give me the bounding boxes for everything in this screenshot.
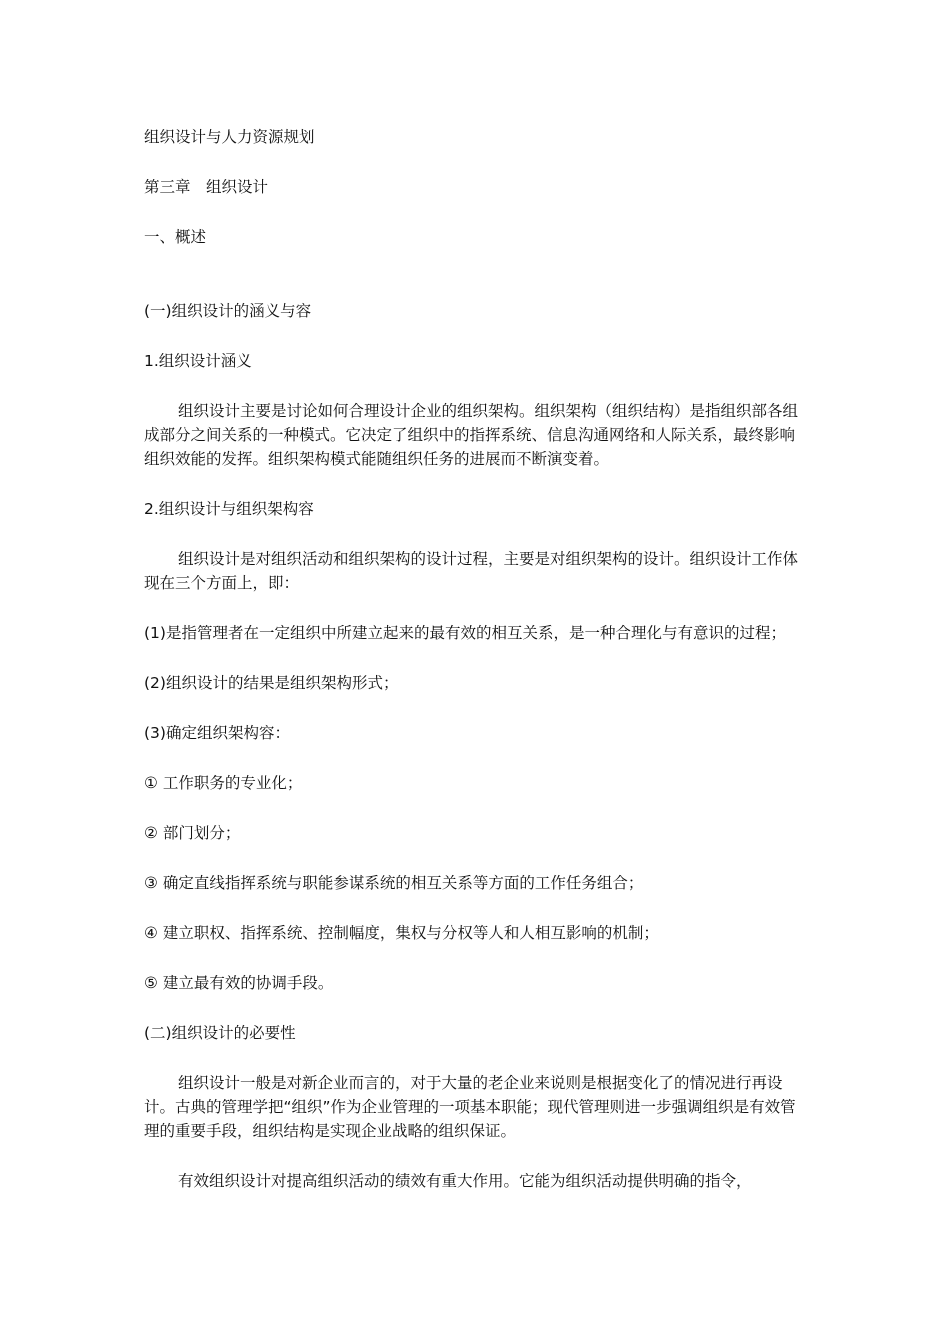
paragraph-design-process: 组织设计是对组织活动和组织架构的设计过程，主要是对组织架构的设计。组织设计工作体现在三个方面上，即： (144, 550, 799, 592)
document-body (144, 125, 808, 1193)
subsection-heading-meaning: (一)组织设计的涵义与容 (144, 302, 312, 320)
item-heading-2: 2.组织设计与组织架构容 (144, 500, 314, 518)
document-title: 组织设计与人力资源规划 (144, 128, 315, 146)
section-heading-overview: 一、概述 (144, 228, 207, 246)
item-heading-1: 1.组织设计涵义 (144, 352, 252, 370)
list-point-3: (3)确定组织架构容： (144, 724, 290, 742)
paragraph-definition: 组织设计主要是讨论如何合理设计企业的组织架构。组织架构（组织结构）是指组织部各组成部分之间关系的一种模式。它决定了组织中的指挥系统、信息沟通网络和人际关系，最终影响组织效能的发挥。组织架构模式能随组织任务的进展而不断演变着。 (144, 402, 799, 468)
sub-point-4: ④ 建立职权、指挥系统、控制幅度，集权与分权等人和人相互影响的机制； (144, 924, 659, 942)
paragraph-necessity-2: 有效组织设计对提高组织活动的绩效有重大作用。它能为组织活动提供明确的指令， (178, 1172, 752, 1190)
list-point-1: (1)是指管理者在一定组织中所建立起来的最有效的相互关系，是一种合理化与有意识的过程； (144, 624, 786, 642)
chapter-heading: 第三章 组织设计 (144, 178, 269, 196)
subsection-heading-necessity: (二)组织设计的必要性 (144, 1024, 296, 1042)
list-point-2: (2)组织设计的结果是组织架构形式； (144, 674, 399, 692)
sub-point-3: ③ 确定直线指挥系统与职能参谋系统的相互关系等方面的工作任务组合； (144, 874, 644, 892)
paragraph-necessity-1: 组织设计一般是对新企业而言的，对于大量的老企业来说则是根据变化了的情况进行再设计。古典的管理学把“组织”作为企业管理的一项基本职能；现代管理则进一步强调组织是有效管理的重要手段，组织结构是实现企业战略的组织保证。 (144, 1074, 796, 1140)
sub-point-2: ② 部门划分； (144, 824, 241, 842)
sub-point-1: ① 工作职务的专业化； (144, 774, 303, 792)
sub-point-5: ⑤ 建立最有效的协调手段。 (144, 974, 334, 992)
